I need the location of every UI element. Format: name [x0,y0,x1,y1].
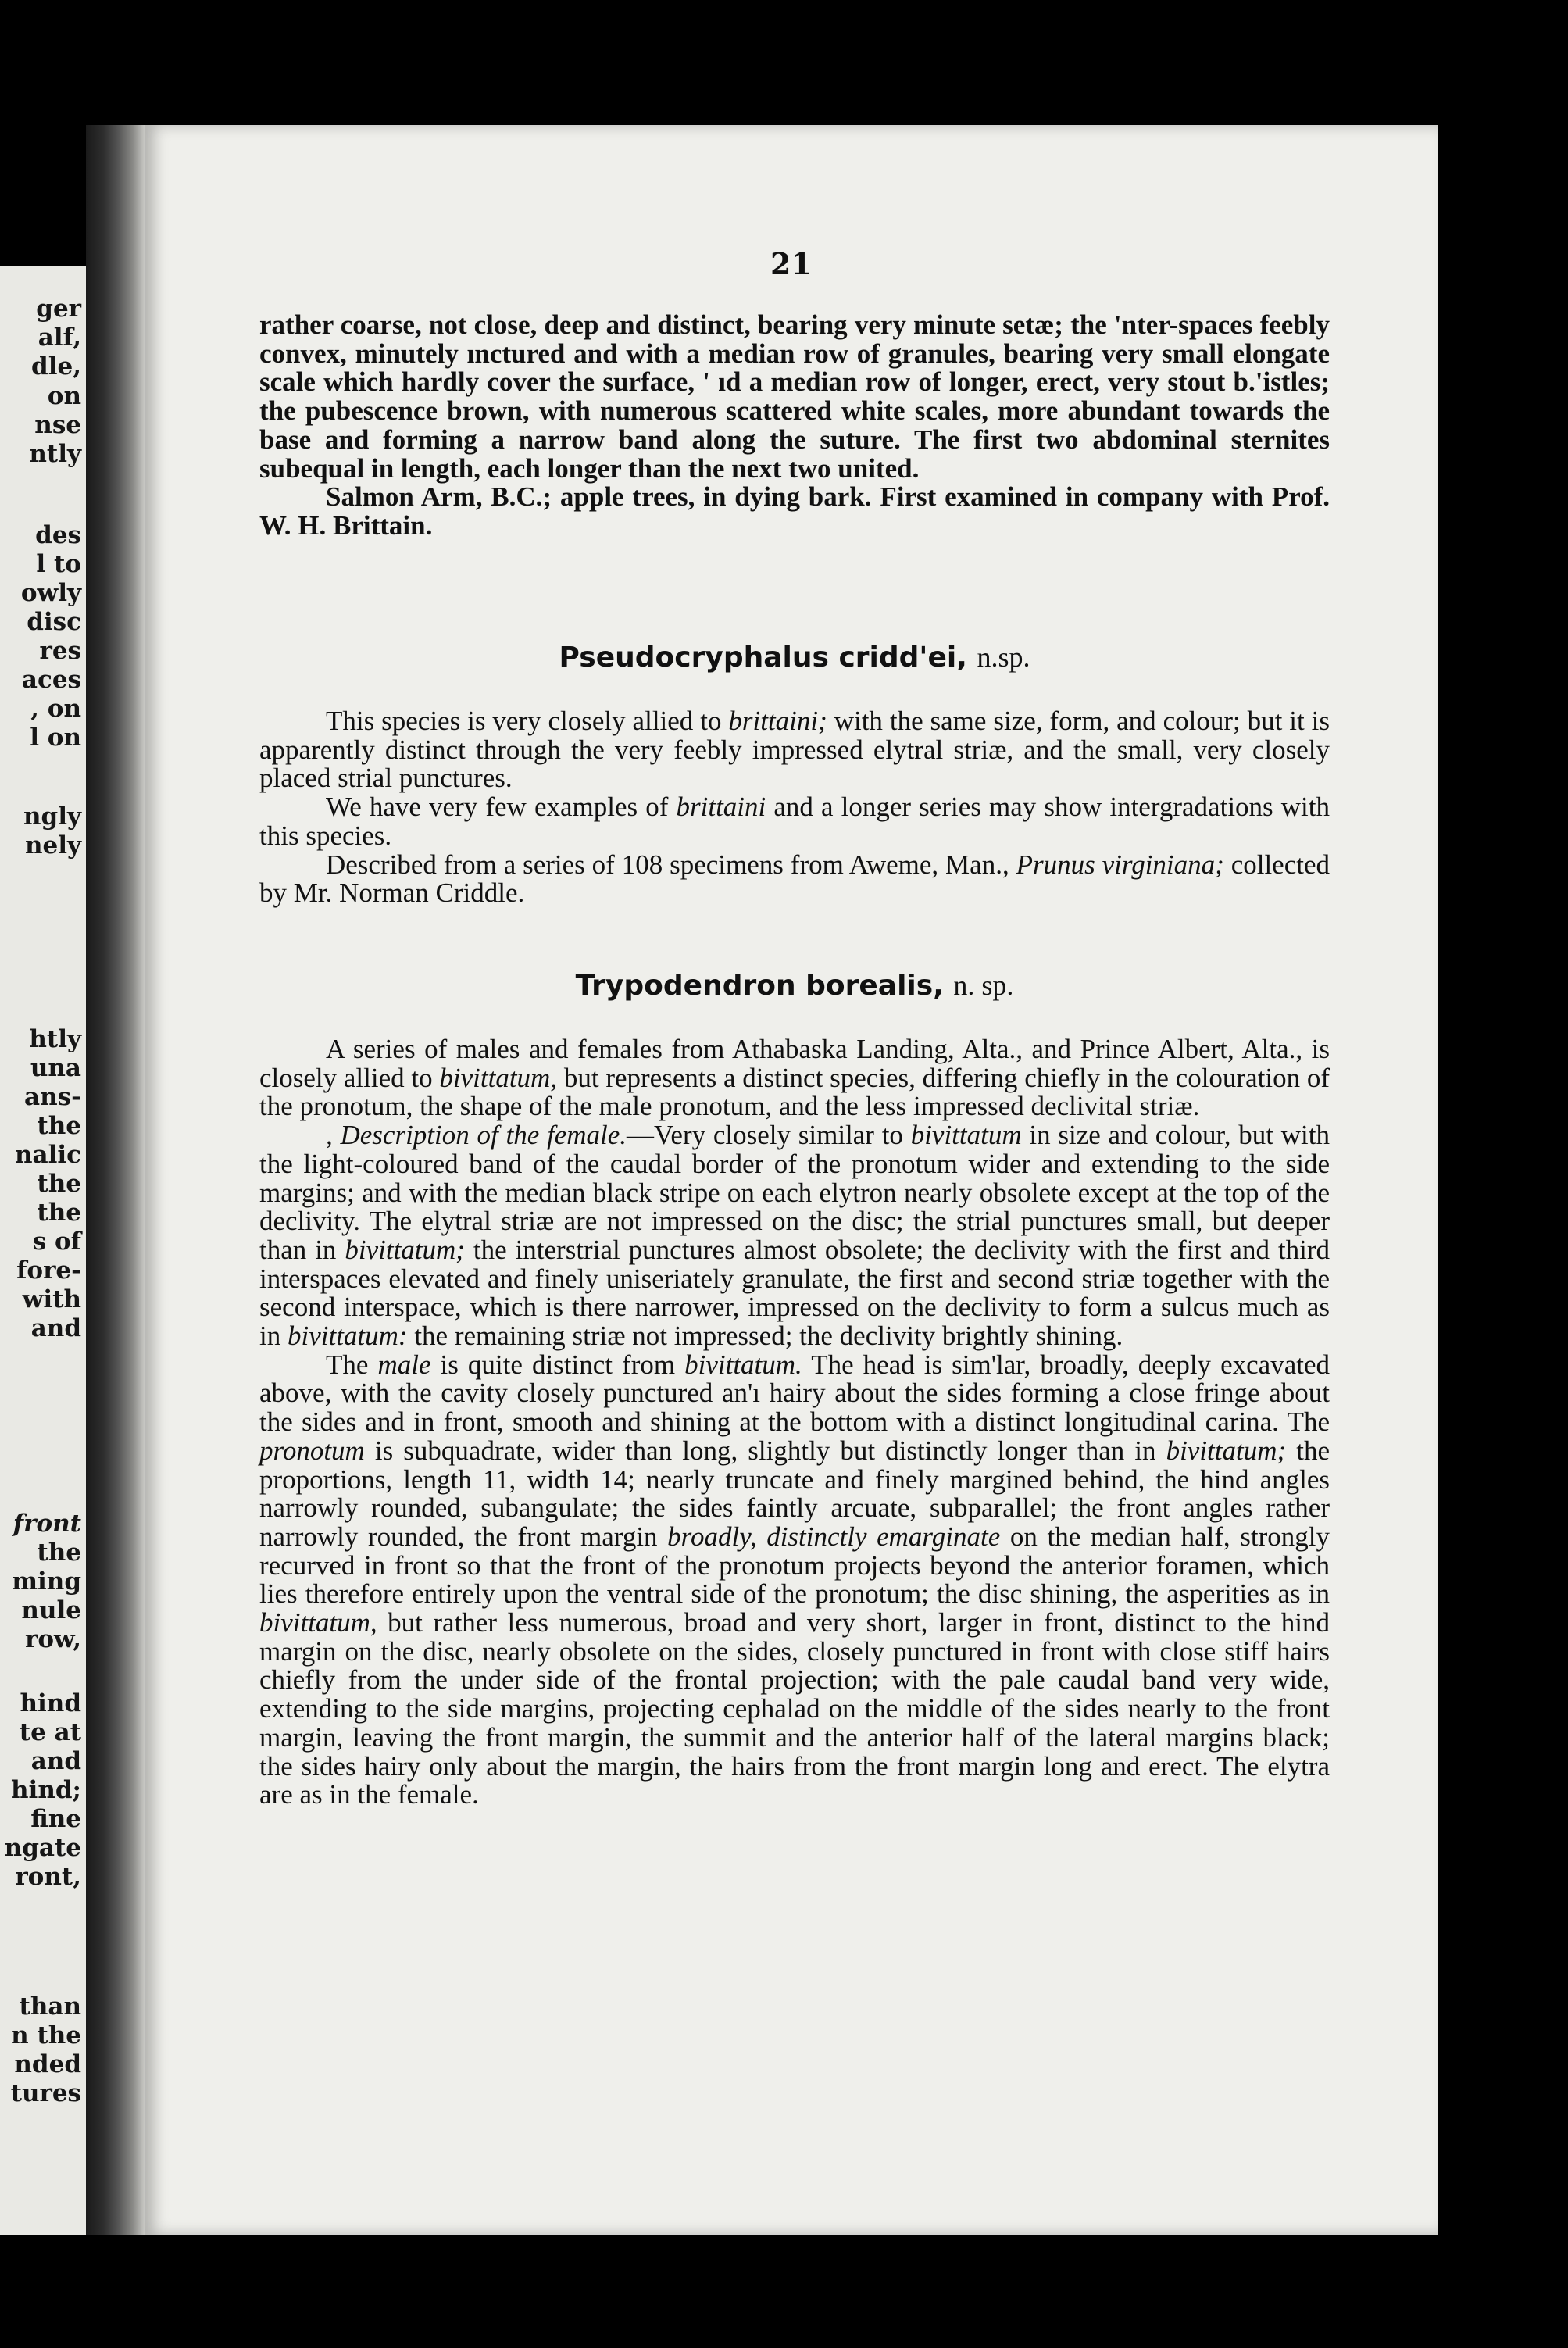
paragraph-comparison: This species is very closely allied to brittaini; with the same size, form, and colour; but it is apparently distinct through the very feebly impressed elytral striæ, and the small, very closely placed strial punctures. [259,706,1330,794]
species-suffix: n. sp. [953,970,1014,1001]
left-fragment: ront, [15,1863,81,1891]
left-fragment: res [39,637,81,665]
left-fragment: nalic [14,1141,81,1169]
binding-gutter [86,125,145,2235]
text-block-pseudocryphalus [259,707,1330,908]
left-fragment: dle, [31,352,81,381]
species-heading-pseudocryphalus [259,641,1330,674]
left-fragment: row, [25,1625,81,1653]
document-page [145,125,1438,2235]
left-fragment: nded [14,2050,81,2078]
left-fragment: tures [10,2079,81,2107]
left-fragment: and [30,1314,81,1342]
left-fragment: the [37,1539,81,1567]
left-fragment: disc [27,608,81,636]
left-fragment: des [35,521,81,549]
left-fragment: nely [24,831,81,860]
left-fragment: on [47,382,81,410]
species-suffix: n.sp. [977,642,1030,673]
left-fragment: nse [34,411,81,439]
left-fragment: owly [20,579,81,607]
paragraph-series: Described from a series of 108 specimens from Aweme, Man., Prunus virginiana; collected by Mr. Norman Criddle. [259,849,1330,909]
species-name: Pseudocryphalus cridd'ei, [559,642,967,674]
left-fragment: ans- [24,1083,81,1111]
left-fragment: alf, [38,323,81,352]
left-fragment: the [37,1170,81,1198]
left-fragment: and [30,1747,81,1775]
text-block-continuation [259,311,1330,541]
paragraph-locality: Salmon Arm, B.C.; apple trees, in dying bark. First examined in company with Prof. W. H. Brittain. [259,481,1330,541]
left-fragment: fine [30,1805,81,1833]
left-fragment: aces [21,666,81,694]
left-fragment: l on [30,724,81,752]
left-fragment: l to [36,550,81,578]
paragraph-series-description: A series of males and females from Athabaska Landing, Alta., and Prince Albert, Alta., is closely allied to bivittatum, but represents a distinct species, differing chiefly in the colouration of the pronotum, the shape of the male pronotum, and the less impressed declivital striæ. [259,1034,1330,1122]
paragraph-description-continued: rather coarse, not close, deep and distinct, bearing very minute setæ; the 'nter-spaces feebly convex, minutely ınctured and with a median row of granules, bearing very small elongate scale which hardly cover the surface, ' ıd a median row of longer, erect, very stout b.'istles; the pubescence brown, with numerous scattered white scales, more abundant towards the base and forming a narrow band along the suture. The first two abdominal sternites subequal in length, each longer than the next two united. [259,309,1330,484]
left-fragment: front [13,1510,81,1538]
left-fragment: , on [30,695,81,723]
left-fragment: than [19,1992,81,2021]
species-heading-trypodendron [259,969,1330,1002]
paragraph-female: , Description of the female.—Very closely similar to bivittatum in size and colour, but with the light-coloured band of the caudal border of the pronotum wider and extending to the side margins; and with the median black stripe on each elytron nearly obsolete except at the top of the declivity. The elytral striæ are not impressed on the disc; the strial punctures small, but deeper than in bivittatum; the interstrial punctures almost obsolete; the declivity with the first and third interspaces elevated and finely uniseriately granulate, the first and second striæ together with the second interspace, which is there narrower, impressed on the declivity to form a sulcus much as in bivittatum: the remaining striæ not impressed; the declivity brightly shining. [259,1120,1330,1352]
text-block-trypodendron [259,1035,1330,1810]
page-number: 21 [770,246,812,281]
left-fragment: te at [19,1718,81,1746]
left-fragment: htly [29,1025,81,1053]
left-fragment: n the [11,2021,81,2050]
left-fragment: hind [20,1689,81,1717]
left-fragment: fore- [16,1256,81,1285]
left-fragment: una [30,1054,81,1082]
species-name: Trypodendron borealis, [575,970,944,1002]
left-fragment: with [22,1285,81,1313]
left-fragment: ming [12,1567,81,1596]
left-facing-page [0,266,86,2235]
paragraph-examples: We have very few examples of brittaini and a longer series may show intergradations with this species. [259,792,1330,851]
paragraph-male: The male is quite distinct from bivittatum. The head is sim'lar, broadly, deeply excavated above, with the cavity closely punctured an'ı hairy about the sides forming a close fringe about the sides and in front, smooth and shining at the bottom with a distinct longitudinal carina. The pronotum is subquadrate, wider than long, slightly but distinctly longer than in bivittatum; the proportions, length 11, width 14; nearly truncate and finely margined behind, the hind angles narrowly rounded, subangulate; the sides faintly arcuate, subparallel; the front angles rather narrowly rounded, the front margin broadly, distinctly emarginate on the median half, strongly recurved in front so that the front of the pronotum projects beyond the anterior foramen, which lies therefore entirely upon the ventral side of the pronotum; the disc shining, the asperities as in bivittatum, but rather less numerous, broad and very short, larger in front, distinct to the hind margin on the disc, nearly obsolete on the sides, closely punctured in front with close stiff hairs chiefly from the under side of the frontal projection; with the pale caudal band very wide, extending to the side margins, projecting cephalad on the middle of the sides nearly to the front margin, leaving the front margin, the summit and the anterior half of the lateral margins black; the sides hairy only about the margin, the hairs from the front margin long and erect. The elytra are as in the female. [259,1349,1330,1810]
left-fragment: the [37,1112,81,1140]
left-fragment: the [37,1199,81,1227]
left-fragment: nule [21,1596,81,1624]
left-fragment: ngate [4,1834,81,1862]
left-fragment: ngly [23,802,81,831]
left-fragment: hind; [11,1776,81,1804]
left-fragment: ger [36,295,81,323]
left-fragment: ntly [29,440,81,468]
left-fragment: s of [32,1228,81,1256]
